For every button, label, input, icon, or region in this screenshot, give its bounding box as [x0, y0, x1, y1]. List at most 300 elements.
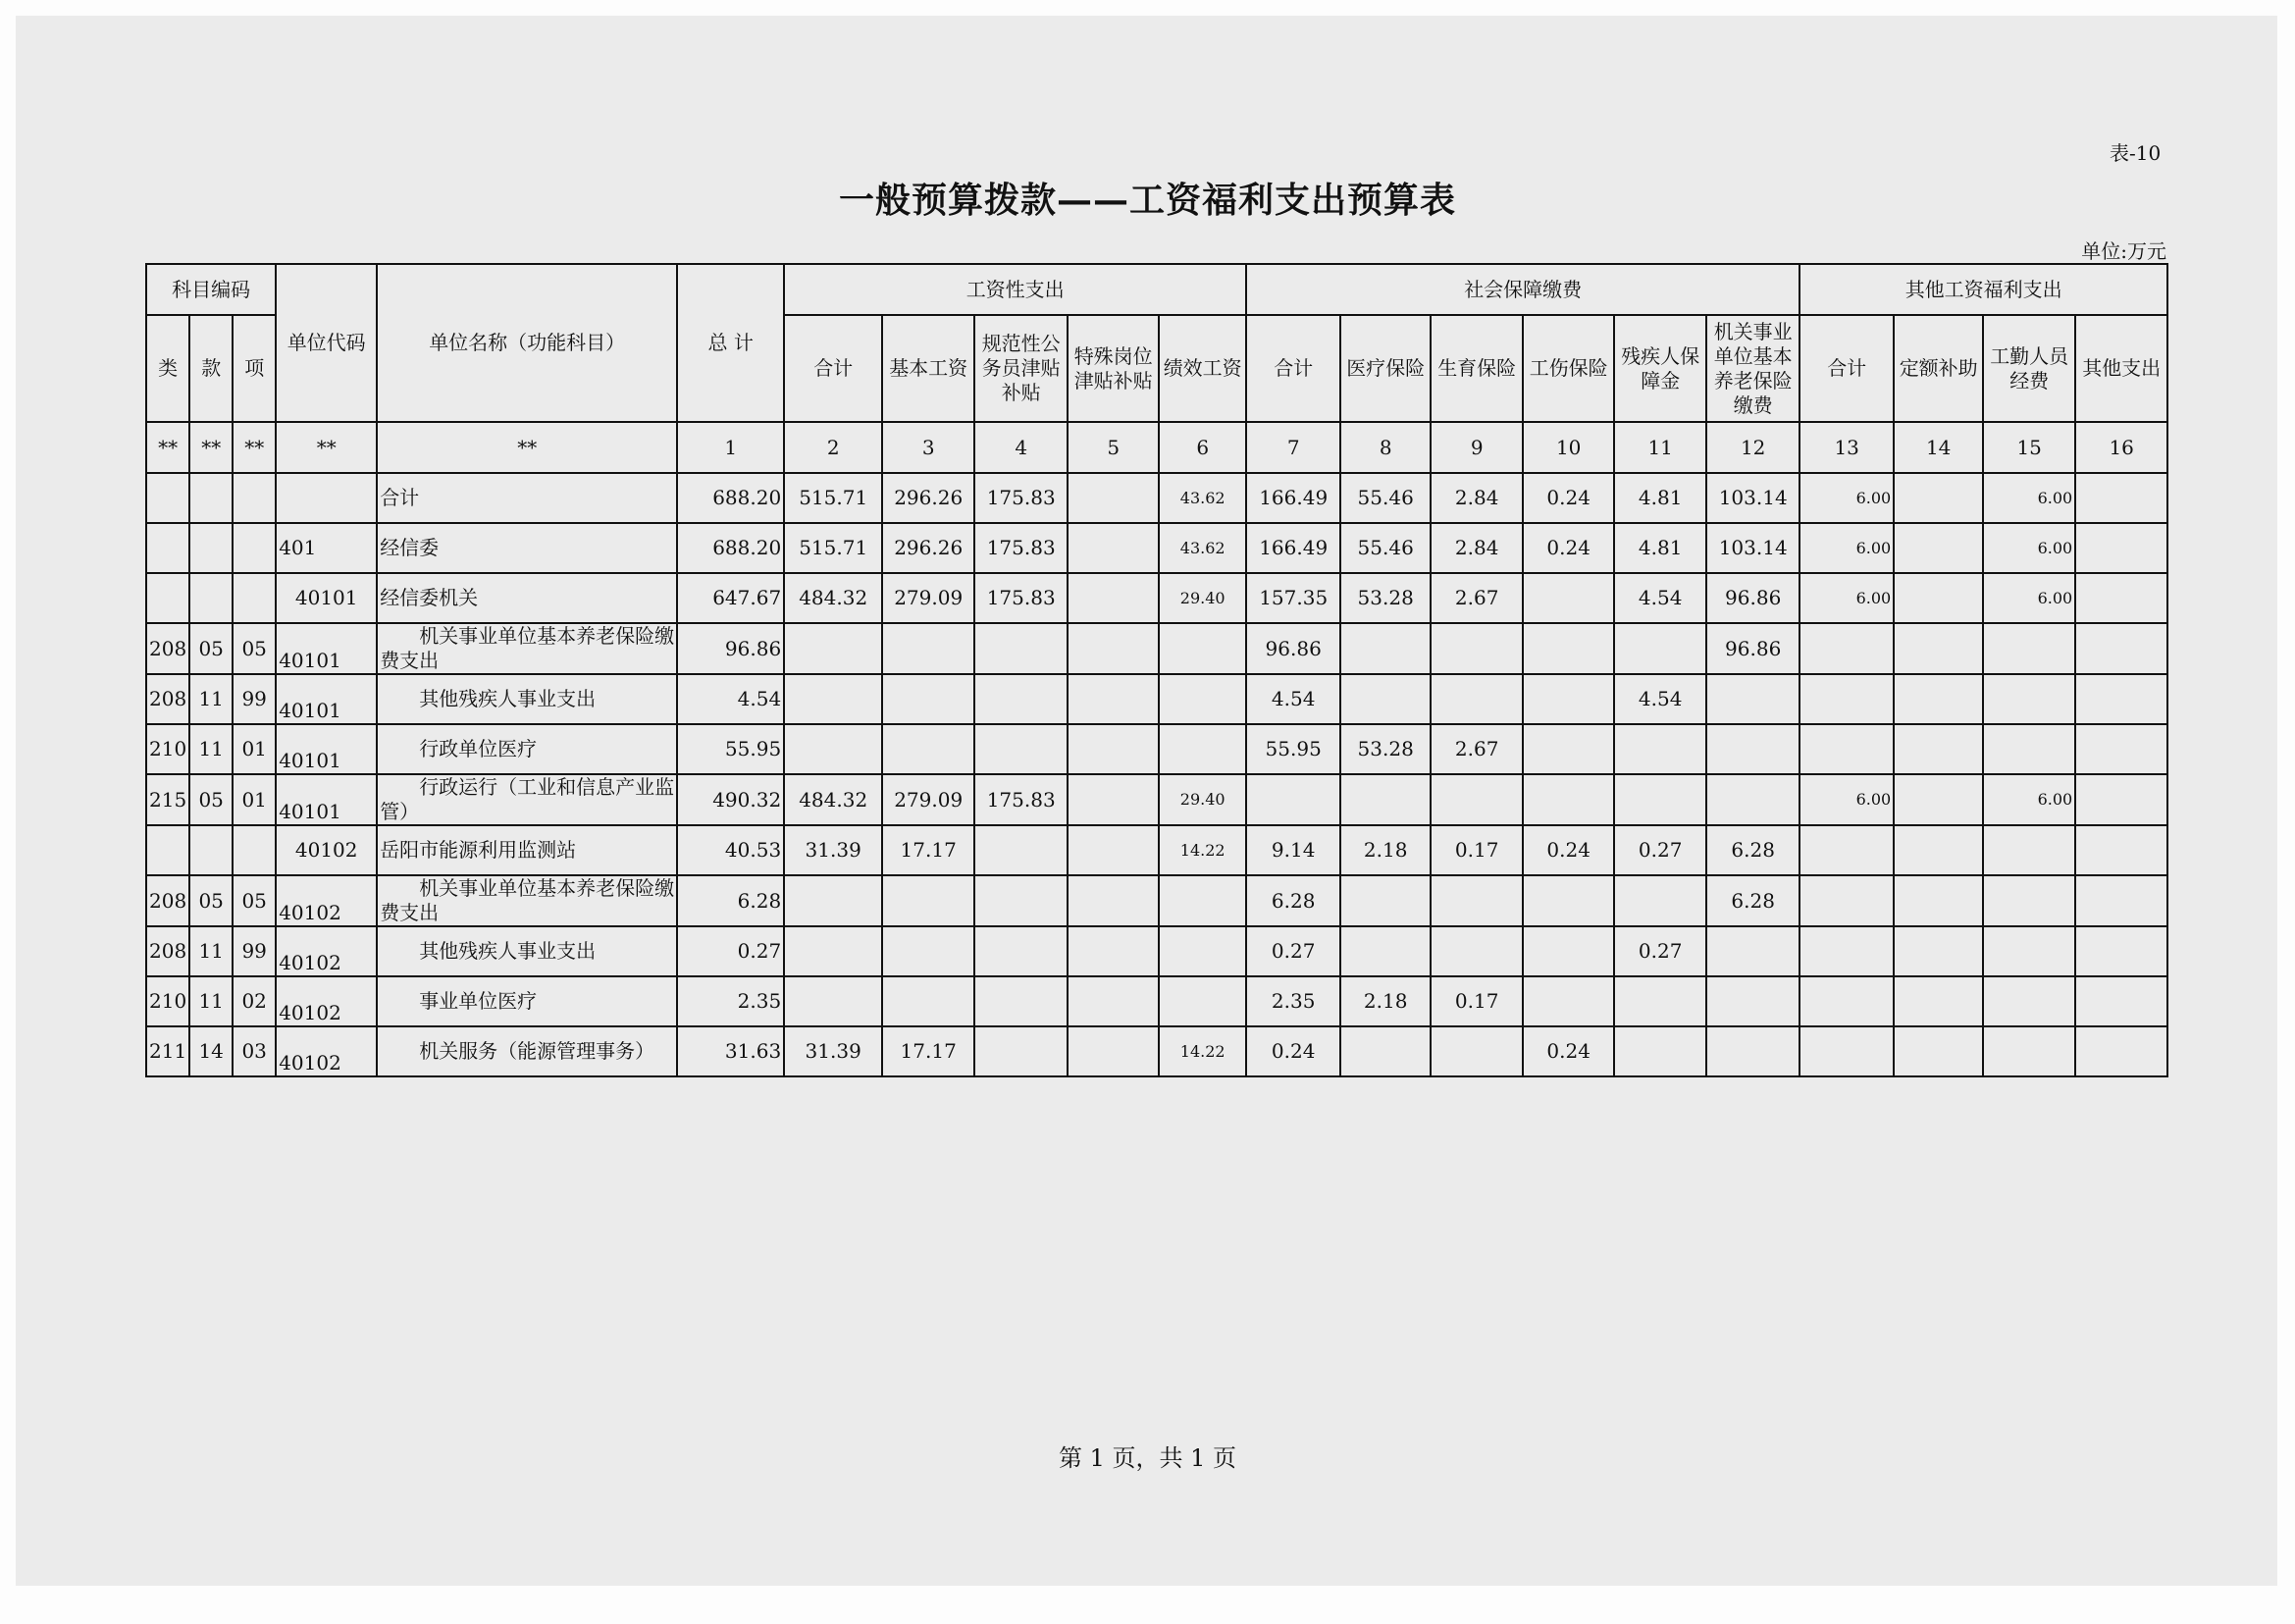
value-cell: 0.24	[1523, 523, 1614, 573]
header-xiang: 项	[233, 315, 276, 422]
value-cell	[1894, 875, 1983, 926]
value-cell: 6.00	[1799, 473, 1894, 523]
value-cell: 0.24	[1523, 825, 1614, 875]
value-cell	[1159, 724, 1246, 774]
unit-name: 岳阳市能源利用监测站	[377, 825, 677, 875]
value-cell	[1523, 774, 1614, 825]
value-cell	[1523, 674, 1614, 724]
value-cell: 515.71	[784, 523, 882, 573]
value-cell	[1431, 1026, 1523, 1076]
value-cell	[1159, 976, 1246, 1026]
header-kuan: 款	[189, 315, 233, 422]
value-cell: 279.09	[882, 774, 974, 825]
header-total: 总 计	[677, 264, 784, 422]
value-cell	[2075, 1026, 2167, 1076]
value-cell	[1340, 674, 1431, 724]
subject-xiang: 03	[233, 1026, 276, 1076]
value-cell	[1614, 623, 1706, 674]
value-cell: 14.22	[1159, 1026, 1246, 1076]
value-cell: 2.35	[677, 976, 784, 1026]
value-cell	[1068, 825, 1159, 875]
unit-code: 40102	[276, 1026, 377, 1076]
subject-xiang	[233, 573, 276, 623]
subject-xiang: 02	[233, 976, 276, 1026]
subject-xiang: 01	[233, 724, 276, 774]
value-cell: 175.83	[974, 473, 1068, 523]
value-cell	[1159, 875, 1246, 926]
value-cell: 296.26	[882, 473, 974, 523]
column-index: 14	[1894, 422, 1983, 473]
value-cell: 6.00	[1983, 523, 2075, 573]
value-cell: 0.24	[1523, 1026, 1614, 1076]
header-group-social: 社会保障缴费	[1246, 264, 1799, 315]
value-cell	[1068, 623, 1159, 674]
value-cell	[1983, 674, 2075, 724]
value-cell	[1983, 825, 2075, 875]
value-cell: 103.14	[1706, 473, 1799, 523]
unit-code: 40102	[276, 825, 377, 875]
value-cell: 175.83	[974, 523, 1068, 573]
column-index: 8	[1340, 422, 1431, 473]
value-cell	[2075, 724, 2167, 774]
subject-kuan	[189, 523, 233, 573]
subject-kuan: 05	[189, 623, 233, 674]
value-cell	[2075, 473, 2167, 523]
value-cell: 2.18	[1340, 976, 1431, 1026]
column-header: 合计	[784, 315, 882, 422]
value-cell: 17.17	[882, 1026, 974, 1076]
value-cell	[1068, 976, 1159, 1026]
value-cell	[1894, 573, 1983, 623]
value-cell	[784, 976, 882, 1026]
value-cell: 40.53	[677, 825, 784, 875]
header-group-wage: 工资性支出	[784, 264, 1246, 315]
value-cell	[1614, 976, 1706, 1026]
subject-kuan: 14	[189, 1026, 233, 1076]
value-cell: 484.32	[784, 774, 882, 825]
column-index: 6	[1159, 422, 1246, 473]
value-cell: 484.32	[784, 573, 882, 623]
unit-name: 其他残疾人事业支出	[377, 674, 677, 724]
value-cell	[1523, 875, 1614, 926]
value-cell: 53.28	[1340, 573, 1431, 623]
value-cell: 0.17	[1431, 976, 1523, 1026]
subject-lei: 208	[146, 623, 189, 674]
column-header: 工勤人员经费	[1983, 315, 2075, 422]
value-cell	[1983, 1026, 2075, 1076]
value-cell: 4.54	[1246, 674, 1340, 724]
value-cell: 0.24	[1246, 1026, 1340, 1076]
unit-code: 40102	[276, 976, 377, 1026]
value-cell	[1799, 825, 1894, 875]
value-cell: 157.35	[1246, 573, 1340, 623]
value-cell: 166.49	[1246, 473, 1340, 523]
value-cell	[1983, 976, 2075, 1026]
value-cell	[882, 674, 974, 724]
value-cell: 4.54	[677, 674, 784, 724]
value-cell	[1799, 623, 1894, 674]
value-cell: 31.63	[677, 1026, 784, 1076]
value-cell: 9.14	[1246, 825, 1340, 875]
value-cell: 2.18	[1340, 825, 1431, 875]
unit-name: 合计	[377, 473, 677, 523]
value-cell	[1706, 926, 1799, 976]
subject-xiang: 99	[233, 674, 276, 724]
column-index: **	[233, 422, 276, 473]
value-cell: 2.67	[1431, 724, 1523, 774]
value-cell: 29.40	[1159, 774, 1246, 825]
column-index: 2	[784, 422, 882, 473]
column-index: 10	[1523, 422, 1614, 473]
value-cell: 688.20	[677, 473, 784, 523]
column-header: 特殊岗位津贴补贴	[1068, 315, 1159, 422]
value-cell: 96.86	[1706, 573, 1799, 623]
value-cell	[1894, 623, 1983, 674]
value-cell	[1159, 623, 1246, 674]
value-cell	[1894, 473, 1983, 523]
subject-lei: 211	[146, 1026, 189, 1076]
unit-name: 行政单位医疗	[377, 724, 677, 774]
subject-kuan: 11	[189, 926, 233, 976]
value-cell: 14.22	[1159, 825, 1246, 875]
column-index: **	[146, 422, 189, 473]
value-cell	[1159, 926, 1246, 976]
value-cell	[974, 926, 1068, 976]
column-index: **	[276, 422, 377, 473]
value-cell: 55.46	[1340, 473, 1431, 523]
value-cell	[2075, 926, 2167, 976]
value-cell	[1523, 623, 1614, 674]
value-cell	[882, 724, 974, 774]
value-cell: 55.95	[677, 724, 784, 774]
value-cell	[1706, 774, 1799, 825]
value-cell	[1431, 774, 1523, 825]
unit-code: 40101	[276, 623, 377, 674]
column-header: 生育保险	[1431, 315, 1523, 422]
value-cell	[1983, 623, 2075, 674]
subject-xiang: 99	[233, 926, 276, 976]
value-cell	[1523, 926, 1614, 976]
value-cell	[1340, 774, 1431, 825]
table-row	[146, 573, 2167, 623]
column-header: 合计	[1246, 315, 1340, 422]
subject-xiang: 05	[233, 875, 276, 926]
subject-lei: 208	[146, 926, 189, 976]
value-cell	[1340, 875, 1431, 926]
value-cell: 175.83	[974, 774, 1068, 825]
column-index: 13	[1799, 422, 1894, 473]
table-row	[146, 825, 2167, 875]
column-index: 5	[1068, 422, 1159, 473]
table-row	[146, 473, 2167, 523]
value-cell	[784, 875, 882, 926]
value-cell	[1983, 926, 2075, 976]
subject-xiang	[233, 473, 276, 523]
subject-lei	[146, 825, 189, 875]
value-cell: 43.62	[1159, 523, 1246, 573]
value-cell	[1614, 774, 1706, 825]
value-cell: 0.24	[1523, 473, 1614, 523]
column-header: 其他支出	[2075, 315, 2167, 422]
value-cell: 296.26	[882, 523, 974, 573]
unit-code: 40101	[276, 724, 377, 774]
value-cell	[1894, 825, 1983, 875]
unit-code: 40102	[276, 875, 377, 926]
column-header: 工伤保险	[1523, 315, 1614, 422]
value-cell: 55.46	[1340, 523, 1431, 573]
unit-code: 40101	[276, 573, 377, 623]
value-cell: 6.00	[1799, 523, 1894, 573]
value-cell: 6.28	[677, 875, 784, 926]
table-row	[146, 623, 2167, 674]
value-cell	[1799, 976, 1894, 1026]
value-cell	[1799, 724, 1894, 774]
subject-xiang	[233, 523, 276, 573]
value-cell	[1068, 926, 1159, 976]
value-cell: 31.39	[784, 1026, 882, 1076]
unit-name: 经信委机关	[377, 573, 677, 623]
value-cell	[1894, 674, 1983, 724]
value-cell	[1706, 674, 1799, 724]
budget-table	[145, 263, 2168, 1077]
unit-label: 单位:万元	[2081, 239, 2166, 263]
unit-name: 机关事业单位基本养老保险缴费支出	[377, 875, 677, 926]
value-cell	[1894, 926, 1983, 976]
value-cell	[1431, 623, 1523, 674]
value-cell	[1246, 774, 1340, 825]
column-index: **	[189, 422, 233, 473]
value-cell	[974, 1026, 1068, 1076]
value-cell	[2075, 674, 2167, 724]
header-group-other: 其他工资福利支出	[1799, 264, 2167, 315]
value-cell: 279.09	[882, 573, 974, 623]
value-cell	[1068, 774, 1159, 825]
value-cell	[2075, 774, 2167, 825]
value-cell: 166.49	[1246, 523, 1340, 573]
value-cell	[1340, 926, 1431, 976]
value-cell	[784, 926, 882, 976]
subject-xiang: 01	[233, 774, 276, 825]
value-cell	[974, 674, 1068, 724]
value-cell	[1068, 523, 1159, 573]
unit-code: 40101	[276, 774, 377, 825]
column-header: 残疾人保障金	[1614, 315, 1706, 422]
column-index: 11	[1614, 422, 1706, 473]
subject-kuan	[189, 825, 233, 875]
value-cell	[882, 976, 974, 1026]
unit-name: 经信委	[377, 523, 677, 573]
table-row	[146, 523, 2167, 573]
value-cell: 103.14	[1706, 523, 1799, 573]
subject-lei: 210	[146, 976, 189, 1026]
subject-kuan: 11	[189, 976, 233, 1026]
table-row	[146, 1026, 2167, 1076]
unit-code: 40102	[276, 926, 377, 976]
value-cell: 4.54	[1614, 674, 1706, 724]
value-cell	[1706, 976, 1799, 1026]
unit-name: 行政运行（工业和信息产业监管）	[377, 774, 677, 825]
value-cell	[1706, 1026, 1799, 1076]
value-cell	[974, 875, 1068, 926]
value-cell: 6.28	[1706, 875, 1799, 926]
value-cell	[974, 724, 1068, 774]
column-index: 15	[1983, 422, 2075, 473]
unit-name: 机关事业单位基本养老保险缴费支出	[377, 623, 677, 674]
value-cell	[1614, 724, 1706, 774]
page-footer: 第 1 页，共 1 页	[1058, 1444, 1237, 1472]
value-cell	[1614, 875, 1706, 926]
value-cell	[1894, 724, 1983, 774]
column-header: 合计	[1799, 315, 1894, 422]
unit-name: 机关服务（能源管理事务）	[377, 1026, 677, 1076]
value-cell: 6.00	[1799, 774, 1894, 825]
value-cell	[1068, 573, 1159, 623]
subject-lei: 208	[146, 674, 189, 724]
value-cell	[974, 825, 1068, 875]
column-header: 基本工资	[882, 315, 974, 422]
value-cell	[2075, 573, 2167, 623]
value-cell	[1983, 724, 2075, 774]
subject-lei	[146, 473, 189, 523]
unit-code: 40101	[276, 674, 377, 724]
subject-lei	[146, 573, 189, 623]
page-title: 一般预算拨款——工资福利支出预算表	[838, 180, 1456, 221]
column-header: 定额补助	[1894, 315, 1983, 422]
header-lei: 类	[146, 315, 189, 422]
column-index: 12	[1706, 422, 1799, 473]
value-cell: 17.17	[882, 825, 974, 875]
value-cell: 0.17	[1431, 825, 1523, 875]
column-header: 机关事业单位基本养老保险缴费	[1706, 315, 1799, 422]
subject-kuan	[189, 573, 233, 623]
subject-kuan	[189, 473, 233, 523]
value-cell: 6.00	[1983, 573, 2075, 623]
column-header: 绩效工资	[1159, 315, 1246, 422]
value-cell	[1431, 875, 1523, 926]
value-cell: 31.39	[784, 825, 882, 875]
value-cell: 43.62	[1159, 473, 1246, 523]
value-cell	[1523, 573, 1614, 623]
value-cell	[784, 674, 882, 724]
column-index: 4	[974, 422, 1068, 473]
value-cell	[1706, 724, 1799, 774]
value-cell	[1340, 1026, 1431, 1076]
subject-lei: 208	[146, 875, 189, 926]
value-cell: 96.86	[1246, 623, 1340, 674]
value-cell: 96.86	[677, 623, 784, 674]
value-cell	[1340, 623, 1431, 674]
subject-lei: 210	[146, 724, 189, 774]
value-cell: 2.84	[1431, 473, 1523, 523]
value-cell	[1523, 976, 1614, 1026]
subject-lei	[146, 523, 189, 573]
header-subject-code: 科目编码	[146, 264, 276, 315]
value-cell	[1799, 926, 1894, 976]
value-cell	[1894, 976, 1983, 1026]
value-cell	[974, 976, 1068, 1026]
value-cell	[2075, 976, 2167, 1026]
subject-kuan: 11	[189, 724, 233, 774]
value-cell: 688.20	[677, 523, 784, 573]
value-cell: 55.95	[1246, 724, 1340, 774]
table-row	[146, 976, 2167, 1026]
value-cell	[1799, 1026, 1894, 1076]
value-cell	[882, 623, 974, 674]
column-index: 9	[1431, 422, 1523, 473]
value-cell: 175.83	[974, 573, 1068, 623]
table-row	[146, 674, 2167, 724]
value-cell: 29.40	[1159, 573, 1246, 623]
table-row	[146, 774, 2167, 825]
value-cell: 0.27	[1614, 926, 1706, 976]
header-unit-code: 单位代码	[276, 264, 377, 422]
table-row	[146, 926, 2167, 976]
value-cell	[1894, 1026, 1983, 1076]
value-cell: 4.81	[1614, 523, 1706, 573]
column-header: 规范性公务员津贴补贴	[974, 315, 1068, 422]
subject-xiang: 05	[233, 623, 276, 674]
value-cell	[1523, 724, 1614, 774]
value-cell	[784, 724, 882, 774]
column-index: 3	[882, 422, 974, 473]
value-cell: 6.00	[1983, 473, 2075, 523]
value-cell: 6.00	[1799, 573, 1894, 623]
value-cell: 2.35	[1246, 976, 1340, 1026]
value-cell: 490.32	[677, 774, 784, 825]
value-cell: 0.27	[677, 926, 784, 976]
value-cell: 0.27	[1246, 926, 1340, 976]
unit-code: 401	[276, 523, 377, 573]
subject-xiang	[233, 825, 276, 875]
value-cell: 6.00	[1983, 774, 2075, 825]
value-cell	[1431, 926, 1523, 976]
header-unit-name: 单位名称（功能科目）	[377, 264, 677, 422]
subject-kuan: 05	[189, 774, 233, 825]
unit-name: 其他残疾人事业支出	[377, 926, 677, 976]
value-cell	[1431, 674, 1523, 724]
value-cell	[1894, 774, 1983, 825]
unit-name: 事业单位医疗	[377, 976, 677, 1026]
value-cell: 647.67	[677, 573, 784, 623]
value-cell	[2075, 825, 2167, 875]
column-index: **	[377, 422, 677, 473]
value-cell	[974, 623, 1068, 674]
value-cell: 515.71	[784, 473, 882, 523]
value-cell	[1799, 875, 1894, 926]
value-cell	[1068, 724, 1159, 774]
value-cell: 6.28	[1246, 875, 1340, 926]
value-cell	[784, 623, 882, 674]
subject-kuan: 11	[189, 674, 233, 724]
column-header: 医疗保险	[1340, 315, 1431, 422]
column-index: 16	[2075, 422, 2167, 473]
value-cell	[882, 926, 974, 976]
value-cell	[1894, 523, 1983, 573]
value-cell	[2075, 523, 2167, 573]
value-cell	[1614, 1026, 1706, 1076]
table-row	[146, 875, 2167, 926]
subject-kuan: 05	[189, 875, 233, 926]
unit-code	[276, 473, 377, 523]
column-index: 1	[677, 422, 784, 473]
value-cell: 53.28	[1340, 724, 1431, 774]
value-cell: 4.54	[1614, 573, 1706, 623]
value-cell	[2075, 623, 2167, 674]
value-cell: 2.84	[1431, 523, 1523, 573]
value-cell	[1799, 674, 1894, 724]
value-cell	[1068, 473, 1159, 523]
column-index: 7	[1246, 422, 1340, 473]
